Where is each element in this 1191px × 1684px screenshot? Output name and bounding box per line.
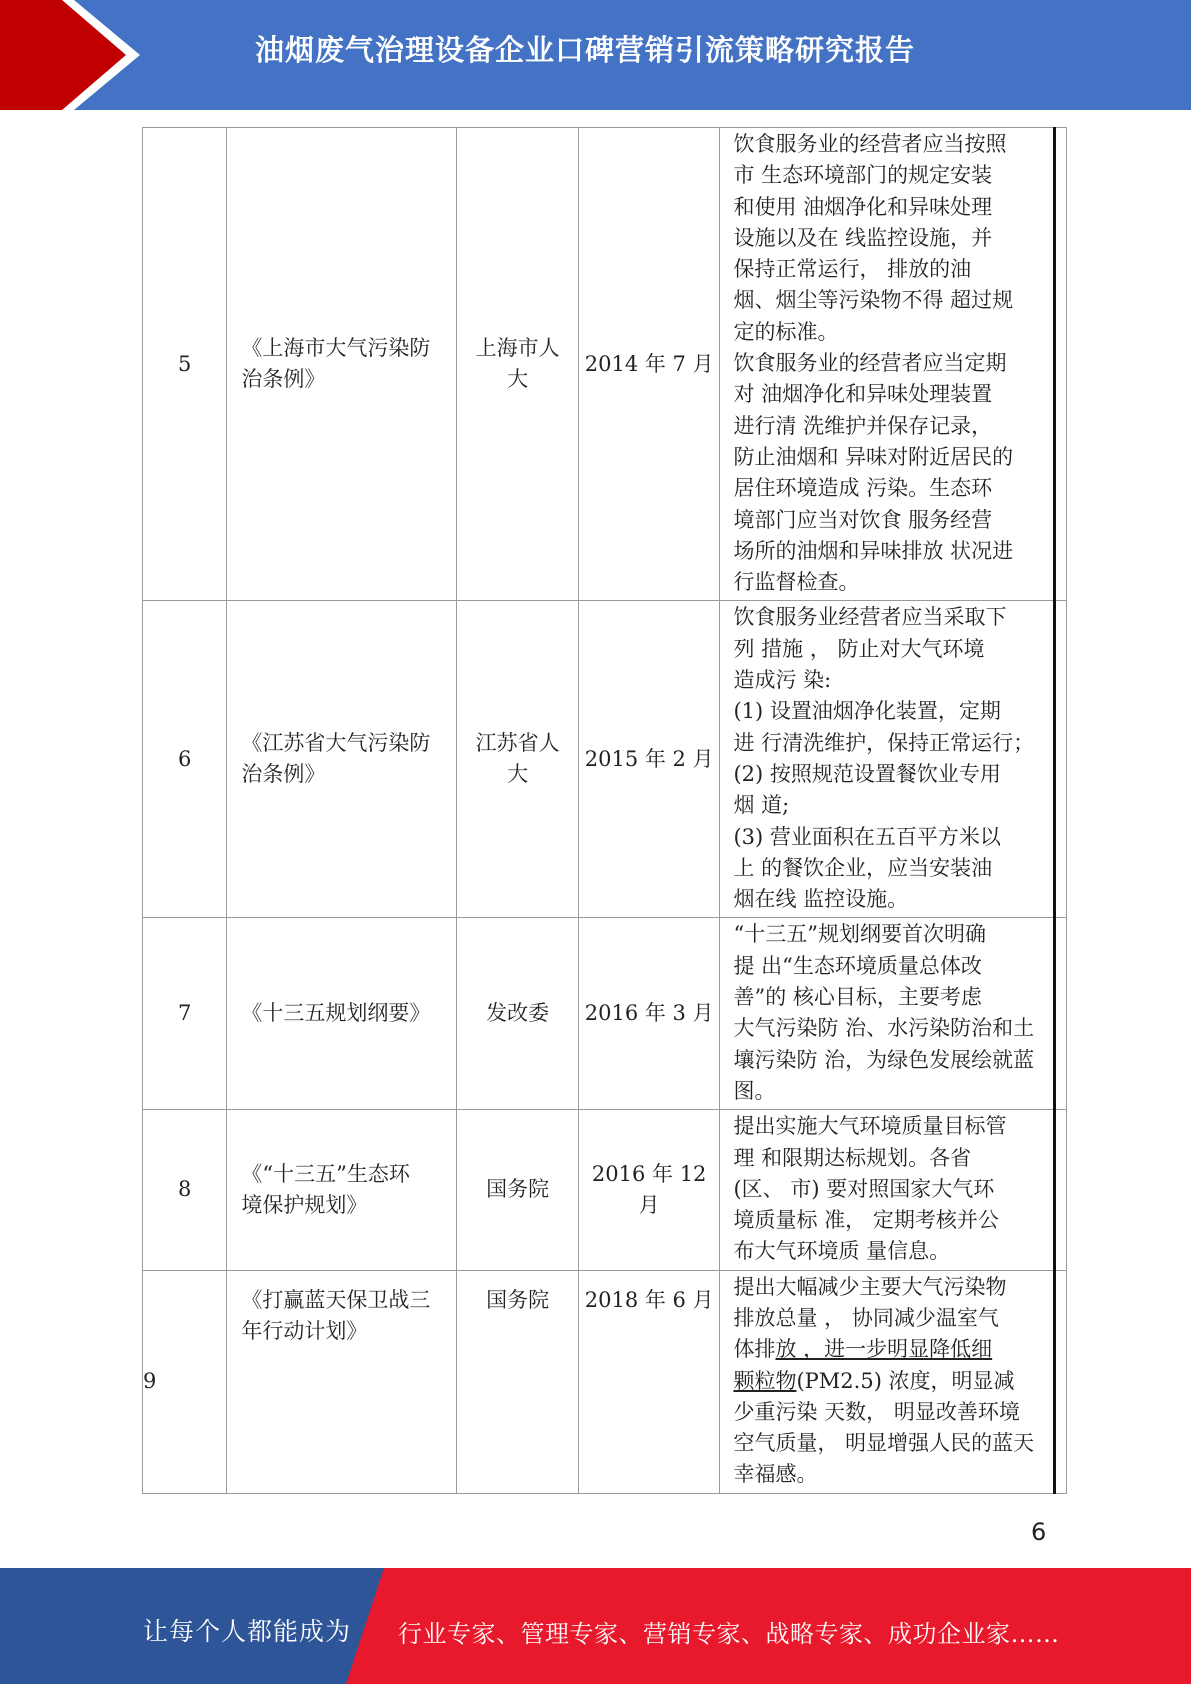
content-line: 对 油烟净化和异味处理装置 — [733, 382, 993, 407]
content-line: 饮食服务业的经营者应当定期 — [733, 351, 1007, 376]
issue-date-cell: 2014 年 7 月 — [578, 128, 720, 601]
content-line: 保持正常运行， 排放的油 — [733, 257, 972, 282]
content-line: 列 措施 ， 防止对大气环境 — [733, 636, 985, 661]
regulation-name-line: 《打赢蓝天保卫战三 — [241, 1287, 431, 1312]
row-number-cell: 5 — [143, 128, 227, 601]
table-row — [143, 918, 1067, 1110]
regulation-name-line: 年行动计划》 — [241, 1318, 368, 1343]
regulation-name-cell — [227, 1270, 457, 1493]
content-line: 烟在线 监控设施。 — [733, 887, 909, 912]
footer-slogan-left: 让每个人都能成为 — [143, 1617, 352, 1646]
content-line: 壤污染防 治，为绿色发展绘就蓝 — [733, 1047, 1035, 1072]
content-line: 善”的 核心目标，主要考虑 — [733, 985, 982, 1010]
issuer-line: 江苏省人 — [475, 731, 560, 756]
row-number-cell: 8 — [143, 1110, 227, 1270]
footer-banner — [0, 1568, 1191, 1684]
regulation-name-line: 《江苏省大气污染防 — [241, 731, 431, 756]
regulation-name-line: 《“十三五”生态环 — [241, 1161, 410, 1186]
issue-date-cell: 2018 年 6 月 — [578, 1270, 720, 1493]
content-line: 进行清 洗维护并保存记录， — [733, 413, 993, 438]
content-line: 上 的餐饮企业，应当安装油 — [733, 855, 993, 880]
issuer-line: 大 — [507, 367, 529, 392]
issuer-cell — [457, 128, 579, 601]
regulations-table-wrap — [142, 127, 1067, 1494]
header-arrow-icon — [0, 0, 160, 110]
content-line: 布大气环境质 量信息。 — [733, 1239, 951, 1264]
content-line: 防止油烟和 异味对附近居民的 — [733, 444, 1014, 469]
content-line: 场所的油烟和异味排放 状况进 — [733, 538, 1014, 563]
issuer-cell — [457, 1270, 579, 1493]
regulation-name-line: 《上海市大气污染防 — [241, 335, 431, 360]
table-edge-cell — [1054, 918, 1066, 1110]
issuer-cell — [457, 918, 579, 1110]
regulation-name-cell — [227, 128, 457, 601]
table-row — [143, 1270, 1067, 1493]
content-line: 大气污染防 治、水污染防治和土 — [733, 1016, 1035, 1041]
content-line: 行监督检查。 — [733, 570, 860, 595]
issue-date-cell: 2016 年 3 月 — [578, 918, 720, 1110]
regulation-content-cell — [720, 601, 1054, 918]
table-edge-cell — [1054, 1110, 1066, 1270]
regulation-content-cell — [720, 1110, 1054, 1270]
regulation-name-line: 《十三五规划纲要》 — [241, 1001, 431, 1026]
table-edge-cell — [1054, 1270, 1066, 1493]
row-number-cell: 9 — [143, 1270, 227, 1493]
content-line: (3) 营业面积在五百平方米以 — [733, 824, 1001, 849]
footer-slogan-right: 行业专家、管理专家、营销专家、战略专家、成功企业家…… — [398, 1620, 1060, 1648]
content-line: 境质量标 准， 定期考核并公 — [733, 1208, 999, 1233]
regulation-content-cell — [720, 128, 1054, 601]
underlined-text: 放 ，进一步明显降低细 — [775, 1337, 993, 1362]
document-title: 油烟废气治理设备企业口碑营销引流策略研究报告 — [255, 33, 916, 67]
regulation-name-line: 治条例》 — [241, 762, 326, 787]
issuer-cell — [457, 601, 579, 918]
content-line: 居住环境造成 污染。生态环 — [733, 476, 993, 501]
regulation-name-cell — [227, 1110, 457, 1270]
table-edge-cell — [1054, 128, 1066, 601]
table-edge-cell — [1054, 601, 1066, 918]
regulation-name-line: 境保护规划》 — [241, 1192, 368, 1217]
regulations-table — [142, 127, 1067, 1494]
table-row — [143, 1110, 1067, 1270]
content-line: 提出大幅减少主要大气污染物 — [733, 1274, 1007, 1299]
content-line: 市 生态环境部门的规定安装 — [733, 163, 993, 188]
content-line: 排放总量 ， 协同减少温室气 — [733, 1305, 999, 1330]
content-line: 烟、烟尘等污染物不得 超过规 — [733, 288, 1014, 313]
regulation-name-cell — [227, 918, 457, 1110]
content-line: 空气质量， 明显增强人民的蓝天 — [733, 1431, 1035, 1456]
regulation-name-line: 治条例》 — [241, 367, 326, 392]
regulation-content-cell — [720, 918, 1054, 1110]
content-line: 图。 — [733, 1078, 776, 1103]
content-line: 定的标准。 — [733, 319, 839, 344]
issuer-line: 国务院 — [486, 1287, 550, 1312]
underlined-text: 颗粒物 — [733, 1368, 797, 1393]
content-line: 设施以及在 线监控设施，并 — [733, 225, 993, 250]
issuer-line: 发改委 — [486, 1001, 550, 1026]
issuer-line: 大 — [507, 762, 529, 787]
content-line: 提 出“生态环境质量总体改 — [733, 953, 982, 978]
content-line: 颗粒物(PM2.5) 浓度，明显减 — [733, 1368, 1015, 1393]
content-line: 提出实施大气环境质量目标管 — [733, 1114, 1007, 1139]
content-line: (1) 设置油烟净化装置，定期 — [733, 699, 1001, 724]
content-line: 境部门应当对饮食 服务经营 — [733, 507, 993, 532]
content-line: 饮食服务业的经营者应当按照 — [733, 132, 1007, 156]
page-number: 6 — [1031, 1518, 1047, 1546]
content-line: “十三五”规划纲要首次明确 — [733, 922, 986, 947]
issue-date-cell: 2016 年 12 月 — [578, 1110, 720, 1270]
content-line: 少重污染 天数， 明显改善环境 — [733, 1399, 1020, 1424]
content-line: 进 行清洗维护，保持正常运行； — [733, 730, 1035, 755]
row-number-cell: 6 — [143, 601, 227, 918]
table-row — [143, 601, 1067, 918]
content-line: 烟 道; — [733, 793, 790, 818]
content-line: 理 和限期达标规划。各省 — [733, 1145, 972, 1170]
content-line: 幸福感。 — [733, 1462, 818, 1487]
table-row — [143, 128, 1067, 601]
content-line: 饮食服务业经营者应当采取下 — [733, 605, 1007, 630]
content-line: (区、 市) 要对照国家大气环 — [733, 1176, 995, 1201]
content-line: (2) 按照规范设置餐饮业专用 — [733, 761, 1001, 786]
content-line: 体排放 ，进一步明显降低细 — [733, 1337, 993, 1362]
regulation-content-cell — [720, 1270, 1054, 1493]
issuer-line: 国务院 — [486, 1177, 550, 1202]
issue-date-cell: 2015 年 2 月 — [578, 601, 720, 918]
header-bar — [0, 0, 1191, 110]
regulation-name-cell — [227, 601, 457, 918]
row-number-cell: 7 — [143, 918, 227, 1110]
issuer-cell — [457, 1110, 579, 1270]
issuer-line: 上海市人 — [475, 335, 560, 360]
content-line: 和使用 油烟净化和异味处理 — [733, 194, 993, 219]
content-line: 造成污 染: — [733, 668, 832, 693]
